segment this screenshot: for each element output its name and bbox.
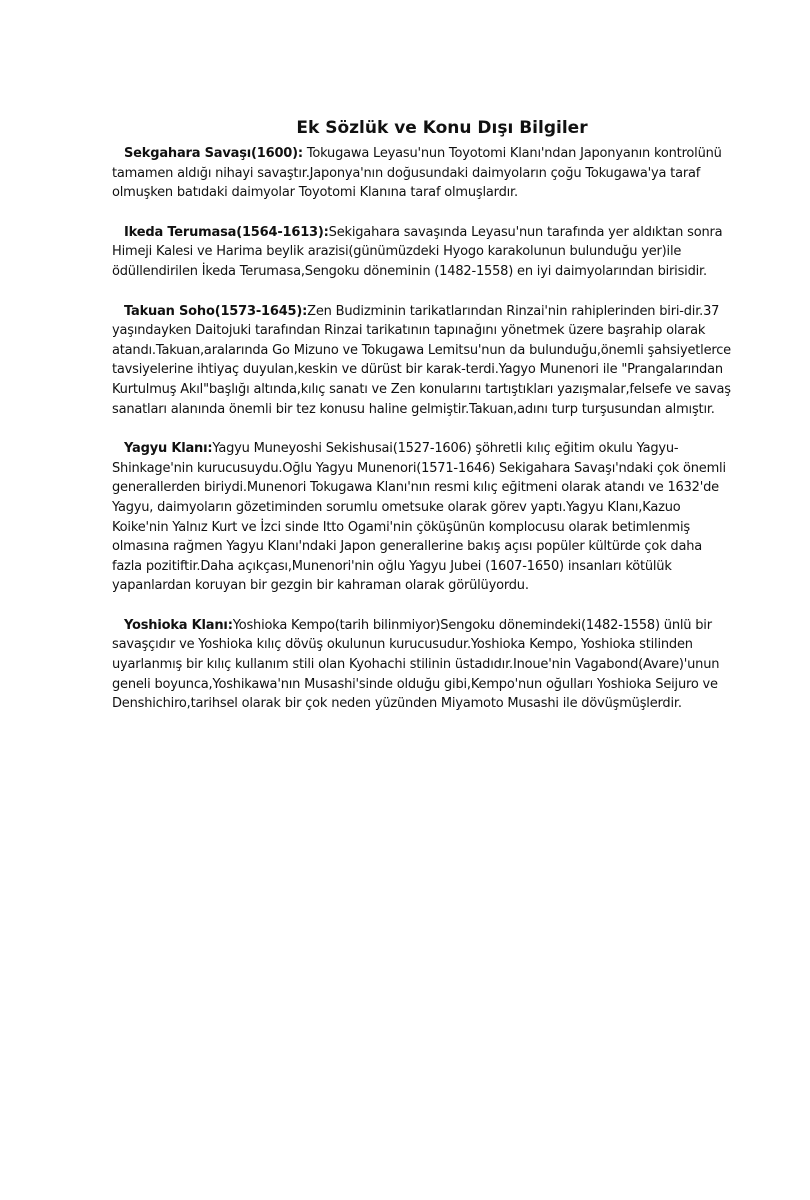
document-page	[112, 118, 732, 734]
entry-term: Takuan Soho(1573-1645):	[124, 303, 308, 319]
entry-text: Zen Budizminin tarikatlarından Rinzai'nin rahiplerinden biri-dir.37 yaşındayken Daitojuki tarafından Rinzai tarikatının tapınağını yönetmek üzere başrahip olarak atandı.Takuan,aralarında Go Mizuno ve Tokugawa Lemitsu'nun da bulunduğu,önemli şahsiyetlerce tavsiyelerine ihtiyaç duyulan,keskin ve dürüst bir karak-terdi.Yagyo Munenori ile "Prangalarından Kurtulmuş Akıl"başlığı altında,kılıç sanatı ve Zen konularını tartıştıkları yazışmalar,felsefe ve savaş sanatları alanında önemli bir tez konusu haline gelmiştir.Takuan,adını turp turşusundan almıştır.	[112, 303, 731, 417]
entry-term: Yoshioka Klanı:	[124, 617, 233, 633]
entry-term: Yagyu Klanı:	[124, 441, 213, 457]
entry-text: Tokugawa Leyasu'nun Toyotomi Klanı'ndan Japonyanın kontrolünü tamamen aldığı nihayi savaştır.Japonya'nın doğusundaki daimyoların çoğu Tokugawa'ya taraf olmuşken batıdaki daimyolar Toyotomi Klanına taraf olmuşlardır.	[112, 146, 722, 201]
glossary-entry-takuan-soho	[112, 302, 732, 420]
entry-text: Sekigahara savaşında Leyasu'nun tarafında yer aldıktan sonra Himeji Kalesi ve Harima beylik arazisi(günümüzdeki Hyogo karakolunun bulunduğu yer)ile ödüllendirilen İkeda Terumasa,Sengoku döneminin (1482-1558) en iyi daimyolarından birisidir.	[112, 224, 723, 279]
entry-text: Yoshioka Kempo(tarih bilinmiyor)Sengoku dönemindeki(1482-1558) ünlü bir savaşçıdır ve Yoshioka kılıç dövüş okulunun kurucusudur.Yoshioka Kempo, Yoshioka stilinden uyarlanmış bir kılıç kullanım stili olan Kyohachi stilinin üstadıdır.Inoue'nin Vagabond(Avare)'unun geneli boyunca,Yoshikawa'nın Musashi'sinde olduğu gibi,Kempo'nun oğulları Yoshioka Seijuro ve Denshichiro,tarihsel olarak bir çok neden yüzünden Miyamoto Musashi ile dövüşmüşlerdir.	[112, 617, 720, 712]
glossary-entry-sekigahara	[112, 144, 732, 203]
entry-term: Ikeda Terumasa(1564-1613):	[124, 224, 329, 240]
page-title: Ek Sözlük ve Konu Dışı Bilgiler	[296, 118, 588, 138]
entry-term: Sekgahara Savaşı(1600):	[124, 146, 303, 161]
entry-text: Yagyu Muneyoshi Sekishusai(1527-1606) şöhretli kılıç eğitim okulu Yagyu-Shinkage'nin kurucusuydu.Oğlu Yagyu Munenori(1571-1646) Sekigahara Savaşı'ndaki çok önemli generallerden biriydi.Munenori Tokugawa Klanı'nın resmi kılıç eğitmeni olarak atandı ve 1632'de Yagyu, daimyoların gözetiminden sorumlu ometsuke olarak görev yaptı.Yagyu Klanı,Kazuo Koike'nin Yalnız Kurt ve İzci sinde Itto Ogami'nin çöküşünün komplocusu olarak betimlenmiş olmasına rağmen Yagyu Klanı'ndaki Japon generallerine bakış açısı popüler kültürde çok daha fazla pozitiftir.Daha açıkçası,Munenori'nin oğlu Yagyu Jubei (1607-1650) insanları kötülük yapanlardan koruyan bir gezgin bir kahraman olarak görülüyordu.	[112, 441, 726, 594]
glossary-entry-yagyu-klani	[112, 439, 732, 596]
glossary-entry-ikeda-terumasa	[112, 223, 732, 282]
glossary-entry-yoshioka-klani	[112, 616, 732, 714]
